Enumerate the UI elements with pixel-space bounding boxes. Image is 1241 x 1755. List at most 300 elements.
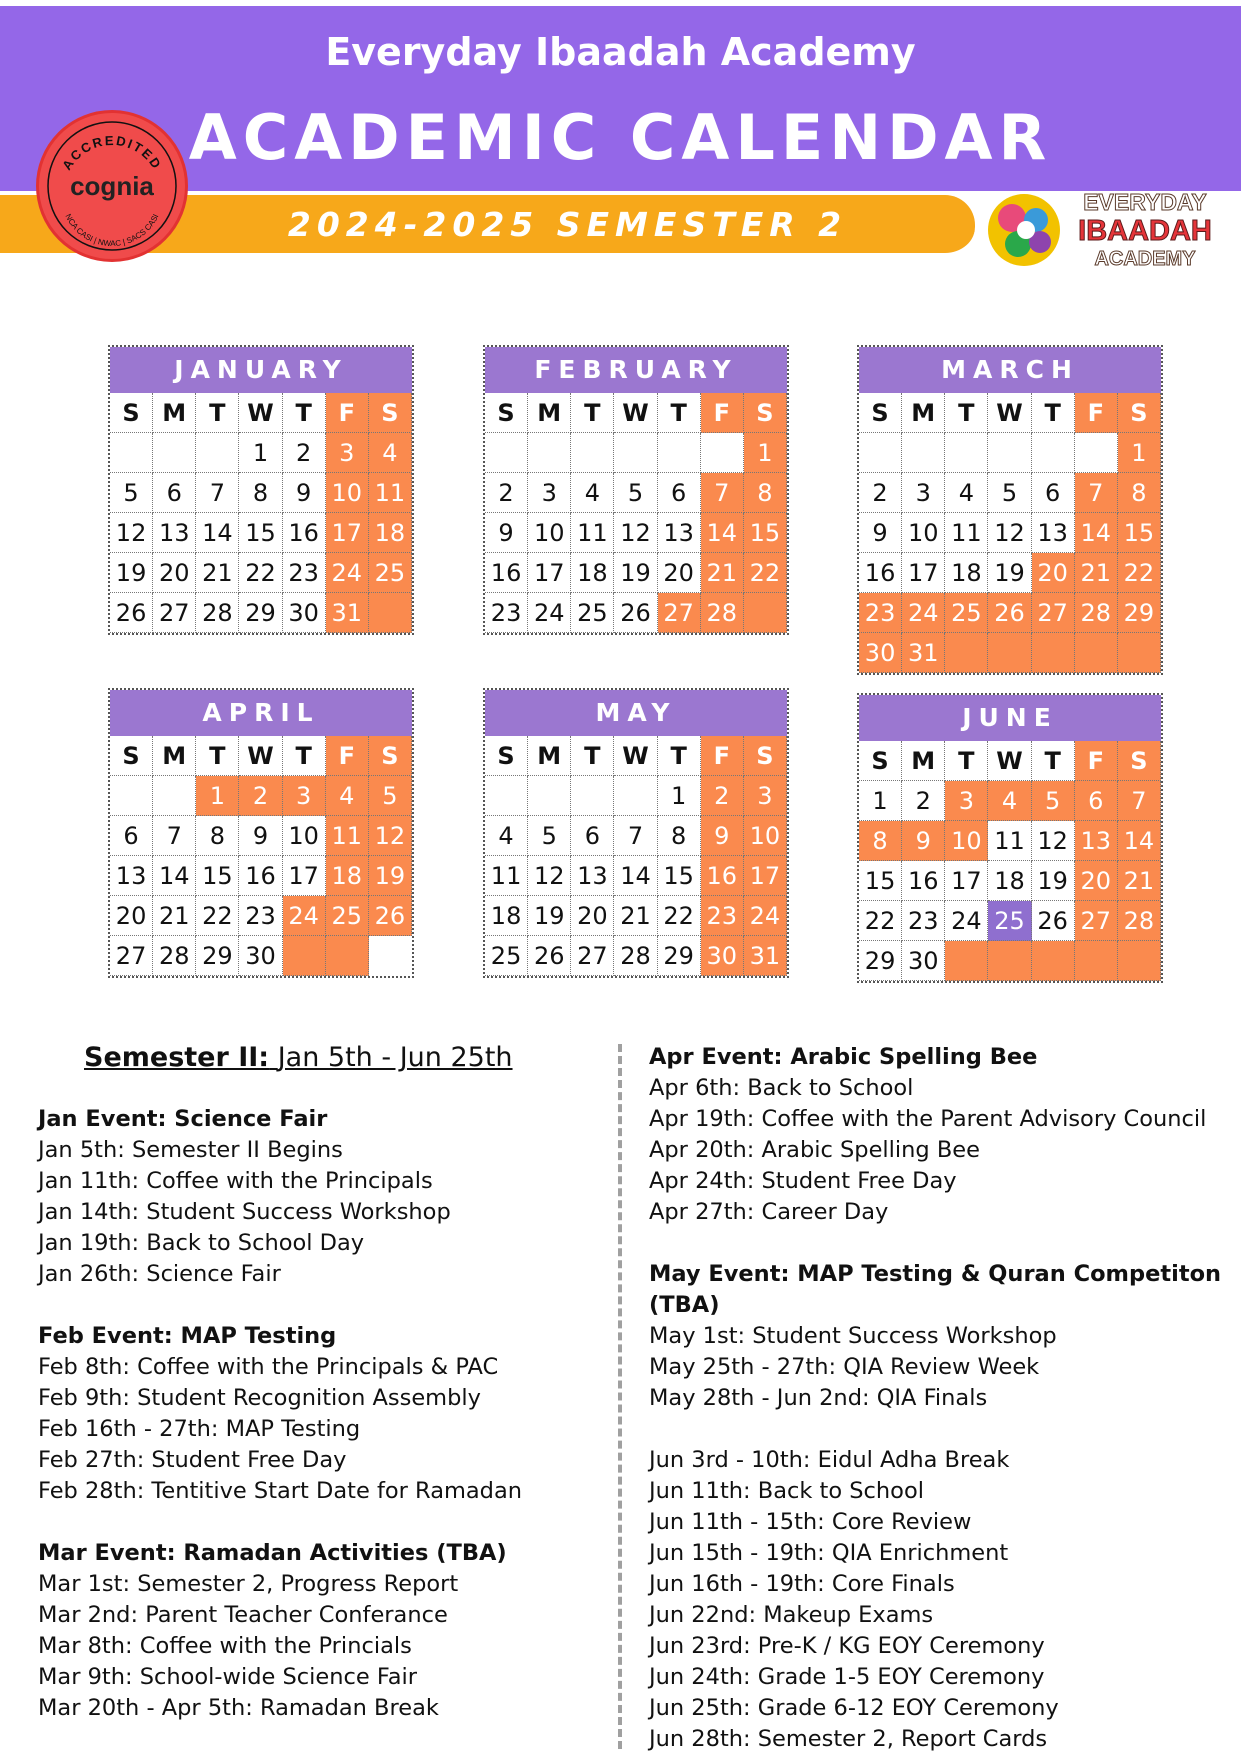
empty-day (1032, 941, 1075, 981)
day-cell: 5 (614, 473, 657, 513)
event-item: Apr 6th: Back to School (649, 1075, 914, 1101)
day-cell: 13 (1032, 513, 1075, 553)
weekday-header: W (614, 393, 657, 433)
weekday-header: T (1032, 741, 1075, 781)
weekday-header: T (658, 736, 701, 776)
weekday-header: W (239, 393, 282, 433)
event-item: Mar 8th: Coffee with the Princials (38, 1633, 412, 1659)
seal-bottom-text: NCA CASI | NWAC | SACS CASI (63, 212, 161, 249)
seal-brand: cognia (70, 171, 154, 201)
empty-day (1075, 941, 1118, 981)
day-cell: 9 (859, 513, 902, 553)
day-cell: 23 (701, 896, 744, 936)
day-cell: 15 (859, 861, 902, 901)
day-cell: 3 (744, 776, 787, 816)
day-cell: 19 (1032, 861, 1075, 901)
weekday-header: T (945, 393, 988, 433)
day-cell: 6 (1032, 473, 1075, 513)
day-cell: 16 (859, 553, 902, 593)
day-cell: 30 (902, 941, 945, 981)
event-item: Jun 3rd - 10th: Eidul Adha Break (649, 1447, 1010, 1473)
day-cell: 20 (571, 896, 614, 936)
event-item: Jun 11th - 15th: Core Review (649, 1509, 972, 1535)
day-cell: 3 (945, 781, 988, 821)
day-cell: 8 (239, 473, 282, 513)
month-name: MAY (485, 690, 787, 736)
weekday-header: T (571, 736, 614, 776)
day-cell: 26 (528, 936, 571, 976)
seal-top-text: ACCREDITED (59, 132, 165, 173)
day-cell: 19 (369, 856, 412, 896)
event-item: Jan 5th: Semester II Begins (38, 1137, 343, 1163)
day-cell: 2 (283, 433, 326, 473)
day-cell: 6 (1075, 781, 1118, 821)
day-cell: 10 (283, 816, 326, 856)
accreditation-seal (36, 110, 188, 262)
weekday-header: T (283, 393, 326, 433)
day-cell: 30 (859, 633, 902, 673)
weekday-header: S (859, 393, 902, 433)
weekday-header: T (658, 393, 701, 433)
day-cell: 23 (902, 901, 945, 941)
day-cell: 5 (369, 776, 412, 816)
event-item: Jan 19th: Back to School Day (38, 1230, 365, 1256)
day-cell: 8 (859, 821, 902, 861)
event-item: Jan 11th: Coffee with the Principals (38, 1168, 433, 1194)
event-item: Apr 24th: Student Free Day (649, 1168, 957, 1194)
day-cell: 7 (701, 473, 744, 513)
day-cell: 12 (1032, 821, 1075, 861)
day-cell: 16 (239, 856, 282, 896)
event-item: Jun 23rd: Pre-K / KG EOY Ceremony (649, 1633, 1045, 1659)
day-cell: 2 (902, 781, 945, 821)
school-name: Everyday Ibaadah Academy (325, 30, 916, 74)
spacer (38, 1290, 598, 1321)
day-cell: 31 (744, 936, 787, 976)
empty-day (988, 941, 1031, 981)
day-cell: 28 (1118, 901, 1161, 941)
day-cell: 25 (485, 936, 528, 976)
day-cell: 28 (1075, 593, 1118, 633)
day-cell: 11 (988, 821, 1031, 861)
day-cell: 2 (485, 473, 528, 513)
empty-day (701, 433, 744, 473)
event-item: Feb 9th: Student Recognition Assembly (38, 1385, 481, 1411)
day-cell: 14 (153, 856, 196, 896)
day-cell: 17 (945, 861, 988, 901)
empty-day (571, 433, 614, 473)
event-item: May 1st: Student Success Workshop (649, 1323, 1057, 1349)
day-cell: 7 (1118, 781, 1161, 821)
empty-day (528, 433, 571, 473)
weekday-header: M (153, 736, 196, 776)
day-cell: 15 (239, 513, 282, 553)
day-cell: 10 (902, 513, 945, 553)
day-cell: 16 (485, 553, 528, 593)
day-cell: 25 (326, 896, 369, 936)
weekday-header: S (859, 741, 902, 781)
day-cell: 4 (988, 781, 1031, 821)
day-cell: 25 (988, 901, 1031, 941)
event-item: Mar 20th - Apr 5th: Ramadan Break (38, 1695, 439, 1721)
day-cell: 13 (1075, 821, 1118, 861)
day-cell: 28 (196, 593, 239, 633)
weekday-header: S (369, 736, 412, 776)
day-cell: 7 (1075, 473, 1118, 513)
day-cell: 12 (988, 513, 1031, 553)
logo-line-2: IBAADAH (1078, 215, 1212, 247)
day-cell: 27 (658, 593, 701, 633)
empty-day (153, 433, 196, 473)
empty-day (1075, 633, 1118, 673)
month-name: JUNE (859, 695, 1161, 741)
weekday-header: S (1118, 393, 1161, 433)
empty-day (945, 433, 988, 473)
weekday-header: M (902, 393, 945, 433)
day-cell: 10 (326, 473, 369, 513)
empty-day (1118, 941, 1161, 981)
weekday-header: F (1075, 393, 1118, 433)
day-cell: 4 (945, 473, 988, 513)
empty-day (485, 776, 528, 816)
event-item: Mar 9th: School-wide Science Fair (38, 1664, 418, 1690)
day-cell: 21 (1118, 861, 1161, 901)
day-cell: 17 (283, 856, 326, 896)
month-name: FEBRUARY (485, 347, 787, 393)
day-cell: 13 (658, 513, 701, 553)
day-cell: 6 (571, 816, 614, 856)
month-june (857, 693, 1163, 983)
day-cell: 8 (658, 816, 701, 856)
day-cell: 28 (614, 936, 657, 976)
empty-day (153, 776, 196, 816)
weekday-header: S (485, 393, 528, 433)
empty-day (614, 776, 657, 816)
day-cell: 16 (283, 513, 326, 553)
weekday-header: S (110, 393, 153, 433)
event-item: May 28th - Jun 2nd: QIA Finals (649, 1385, 988, 1411)
day-cell: 25 (571, 593, 614, 633)
day-cell: 15 (658, 856, 701, 896)
day-cell: 29 (1118, 593, 1161, 633)
weekday-header: T (571, 393, 614, 433)
day-cell: 16 (902, 861, 945, 901)
event-item: Jun 11th: Back to School (649, 1478, 924, 1504)
day-cell: 18 (571, 553, 614, 593)
day-cell: 27 (571, 936, 614, 976)
event-item: Jan 14th: Student Success Workshop (38, 1199, 451, 1225)
event-heading: Apr Event: Arabic Spelling Bee (649, 1044, 1038, 1070)
month-name: APRIL (110, 690, 412, 736)
events-right-column (649, 1042, 1239, 1755)
empty-day (945, 941, 988, 981)
weekday-header: F (701, 736, 744, 776)
empty-day (945, 633, 988, 673)
logo-line-3: ACADEMY (1094, 248, 1196, 270)
event-item: Apr 20th: Arabic Spelling Bee (649, 1137, 980, 1163)
event-item: Jan 26th: Science Fair (38, 1261, 281, 1287)
day-cell: 24 (283, 896, 326, 936)
event-item: Jun 25th: Grade 6-12 EOY Ceremony (649, 1695, 1059, 1721)
day-cell: 26 (369, 896, 412, 936)
day-cell: 24 (326, 553, 369, 593)
spacer (649, 1228, 1239, 1259)
day-cell: 14 (1118, 821, 1161, 861)
header-banner (0, 6, 1241, 191)
day-cell: 30 (283, 593, 326, 633)
day-cell: 12 (369, 816, 412, 856)
semester-range (84, 1042, 544, 1073)
day-cell: 1 (239, 433, 282, 473)
month-january (108, 345, 414, 635)
day-cell: 2 (239, 776, 282, 816)
day-cell: 23 (859, 593, 902, 633)
day-cell: 30 (701, 936, 744, 976)
empty-day (859, 433, 902, 473)
day-cell: 3 (902, 473, 945, 513)
day-cell: 14 (701, 513, 744, 553)
event-item: Jun 28th: Semester 2, Report Cards (649, 1726, 1048, 1752)
day-cell: 8 (744, 473, 787, 513)
day-cell: 21 (153, 896, 196, 936)
day-cell: 1 (1118, 433, 1161, 473)
day-cell: 27 (153, 593, 196, 633)
weekday-header: S (110, 736, 153, 776)
empty-day (902, 433, 945, 473)
day-cell: 2 (859, 473, 902, 513)
weekday-header: F (1075, 741, 1118, 781)
day-cell: 4 (485, 816, 528, 856)
empty-day (614, 433, 657, 473)
month-name: JANUARY (110, 347, 412, 393)
event-item: Feb 27th: Student Free Day (38, 1447, 347, 1473)
day-cell: 8 (196, 816, 239, 856)
day-cell: 29 (859, 941, 902, 981)
empty-day (1032, 433, 1075, 473)
day-cell: 15 (1118, 513, 1161, 553)
weekday-header: M (902, 741, 945, 781)
day-cell: 5 (1032, 781, 1075, 821)
event-item: Feb 16th - 27th: MAP Testing (38, 1416, 361, 1442)
event-item: Mar 2nd: Parent Teacher Conferance (38, 1602, 448, 1628)
semester-band-text: 2024-2025 SEMESTER 2 (287, 205, 848, 244)
weekday-header: W (239, 736, 282, 776)
day-cell: 20 (1075, 861, 1118, 901)
event-item: Jun 22nd: Makeup Exams (649, 1602, 934, 1628)
event-item: Feb 8th: Coffee with the Principals & PAC (38, 1354, 499, 1380)
event-item: Feb 28th: Tentitive Start Date for Ramadan (38, 1478, 523, 1504)
day-cell: 15 (196, 856, 239, 896)
day-cell: 10 (945, 821, 988, 861)
events-left-column (38, 1104, 598, 1724)
day-cell: 12 (528, 856, 571, 896)
day-cell: 9 (239, 816, 282, 856)
day-cell: 13 (110, 856, 153, 896)
day-cell: 11 (485, 856, 528, 896)
academy-logo (982, 180, 1232, 280)
day-cell: 23 (283, 553, 326, 593)
weekday-header: S (744, 736, 787, 776)
day-cell: 2 (701, 776, 744, 816)
weekday-header: W (988, 393, 1031, 433)
weekday-header: S (369, 393, 412, 433)
day-cell: 15 (744, 513, 787, 553)
weekday-header: M (528, 393, 571, 433)
weekday-header: T (283, 736, 326, 776)
day-cell: 18 (369, 513, 412, 553)
day-cell: 19 (988, 553, 1031, 593)
day-cell: 29 (239, 593, 282, 633)
day-cell: 18 (326, 856, 369, 896)
day-cell: 22 (1118, 553, 1161, 593)
day-cell: 22 (196, 896, 239, 936)
empty-day (528, 776, 571, 816)
day-cell: 23 (485, 593, 528, 633)
day-cell: 26 (614, 593, 657, 633)
day-cell: 8 (1118, 473, 1161, 513)
day-cell: 26 (988, 593, 1031, 633)
empty-day (1032, 633, 1075, 673)
weekday-header: T (196, 393, 239, 433)
day-cell: 11 (945, 513, 988, 553)
day-cell: 17 (528, 553, 571, 593)
day-cell: 22 (658, 896, 701, 936)
day-cell: 21 (1075, 553, 1118, 593)
day-cell: 10 (744, 816, 787, 856)
month-april (108, 688, 414, 978)
day-cell: 7 (153, 816, 196, 856)
empty-day (196, 433, 239, 473)
day-cell: 20 (1032, 553, 1075, 593)
day-cell: 22 (859, 901, 902, 941)
weekday-header: M (528, 736, 571, 776)
day-cell: 14 (196, 513, 239, 553)
day-cell: 6 (110, 816, 153, 856)
day-cell: 9 (283, 473, 326, 513)
day-cell: 5 (110, 473, 153, 513)
event-heading: Jan Event: Science Fair (38, 1106, 328, 1132)
day-cell: 3 (528, 473, 571, 513)
semester-label: Semester II: (84, 1042, 270, 1073)
empty-day (988, 433, 1031, 473)
weekday-header: W (988, 741, 1031, 781)
day-cell: 1 (658, 776, 701, 816)
empty-day (326, 936, 369, 976)
empty-day (1075, 433, 1118, 473)
weekday-header: F (326, 393, 369, 433)
day-cell: 29 (658, 936, 701, 976)
day-cell: 28 (701, 593, 744, 633)
event-item: Mar 1st: Semester 2, Progress Report (38, 1571, 459, 1597)
day-cell: 31 (326, 593, 369, 633)
day-cell: 17 (326, 513, 369, 553)
day-cell: 5 (988, 473, 1031, 513)
day-cell: 24 (744, 896, 787, 936)
day-cell: 27 (110, 936, 153, 976)
day-cell: 11 (326, 816, 369, 856)
event-heading: Mar Event: Ramadan Activities (TBA) (38, 1540, 507, 1566)
svg-text:ACCREDITED (59, 133, 165, 173)
day-cell: 13 (153, 513, 196, 553)
day-cell: 18 (485, 896, 528, 936)
weekday-header: F (326, 736, 369, 776)
day-cell: 7 (614, 816, 657, 856)
day-cell: 27 (1032, 593, 1075, 633)
day-cell: 21 (701, 553, 744, 593)
day-cell: 24 (528, 593, 571, 633)
day-cell: 11 (369, 473, 412, 513)
logo-line-1: EVERYDAY (1083, 189, 1207, 215)
event-item: Jun 24th: Grade 1-5 EOY Ceremony (649, 1664, 1045, 1690)
day-cell: 24 (945, 901, 988, 941)
month-march (857, 345, 1163, 675)
day-cell: 21 (196, 553, 239, 593)
day-cell: 22 (239, 553, 282, 593)
day-cell: 23 (239, 896, 282, 936)
day-cell: 13 (571, 856, 614, 896)
day-cell: 26 (1032, 901, 1075, 941)
day-cell: 4 (571, 473, 614, 513)
empty-day (369, 593, 412, 633)
day-cell: 1 (196, 776, 239, 816)
empty-day (485, 433, 528, 473)
day-cell: 18 (988, 861, 1031, 901)
weekday-header: F (701, 393, 744, 433)
day-cell: 9 (485, 513, 528, 553)
column-divider (618, 1044, 622, 1749)
day-cell: 7 (196, 473, 239, 513)
day-cell: 30 (239, 936, 282, 976)
day-cell: 12 (614, 513, 657, 553)
day-cell: 25 (369, 553, 412, 593)
weekday-header: T (196, 736, 239, 776)
day-cell: 31 (902, 633, 945, 673)
spacer (38, 1507, 598, 1538)
day-cell: 3 (283, 776, 326, 816)
empty-day (571, 776, 614, 816)
weekday-header: M (153, 393, 196, 433)
day-cell: 4 (369, 433, 412, 473)
empty-day (110, 776, 153, 816)
calendar-title: ACADEMIC CALENDAR (188, 101, 1053, 174)
weekday-header: S (485, 736, 528, 776)
weekday-header: T (1032, 393, 1075, 433)
empty-day (1118, 633, 1161, 673)
event-heading: May Event: MAP Testing & Quran Competiton (TBA) (649, 1261, 1222, 1318)
event-item: Apr 27th: Career Day (649, 1199, 889, 1225)
day-cell: 24 (902, 593, 945, 633)
day-cell: 20 (153, 553, 196, 593)
day-cell: 22 (744, 553, 787, 593)
event-item: Jun 16th - 19th: Core Finals (649, 1571, 955, 1597)
day-cell: 4 (326, 776, 369, 816)
day-cell: 1 (744, 433, 787, 473)
spacer (649, 1414, 1239, 1445)
day-cell: 25 (945, 593, 988, 633)
month-february (483, 345, 789, 635)
day-cell: 5 (528, 816, 571, 856)
day-cell: 12 (110, 513, 153, 553)
day-cell: 10 (528, 513, 571, 553)
day-cell: 17 (902, 553, 945, 593)
day-cell: 19 (110, 553, 153, 593)
svg-text:NCA CASI | NWAC | SACS CASI (64, 212, 161, 248)
day-cell: 19 (528, 896, 571, 936)
day-cell: 6 (153, 473, 196, 513)
month-name: MARCH (859, 347, 1161, 393)
day-cell: 6 (658, 473, 701, 513)
day-cell: 9 (701, 816, 744, 856)
